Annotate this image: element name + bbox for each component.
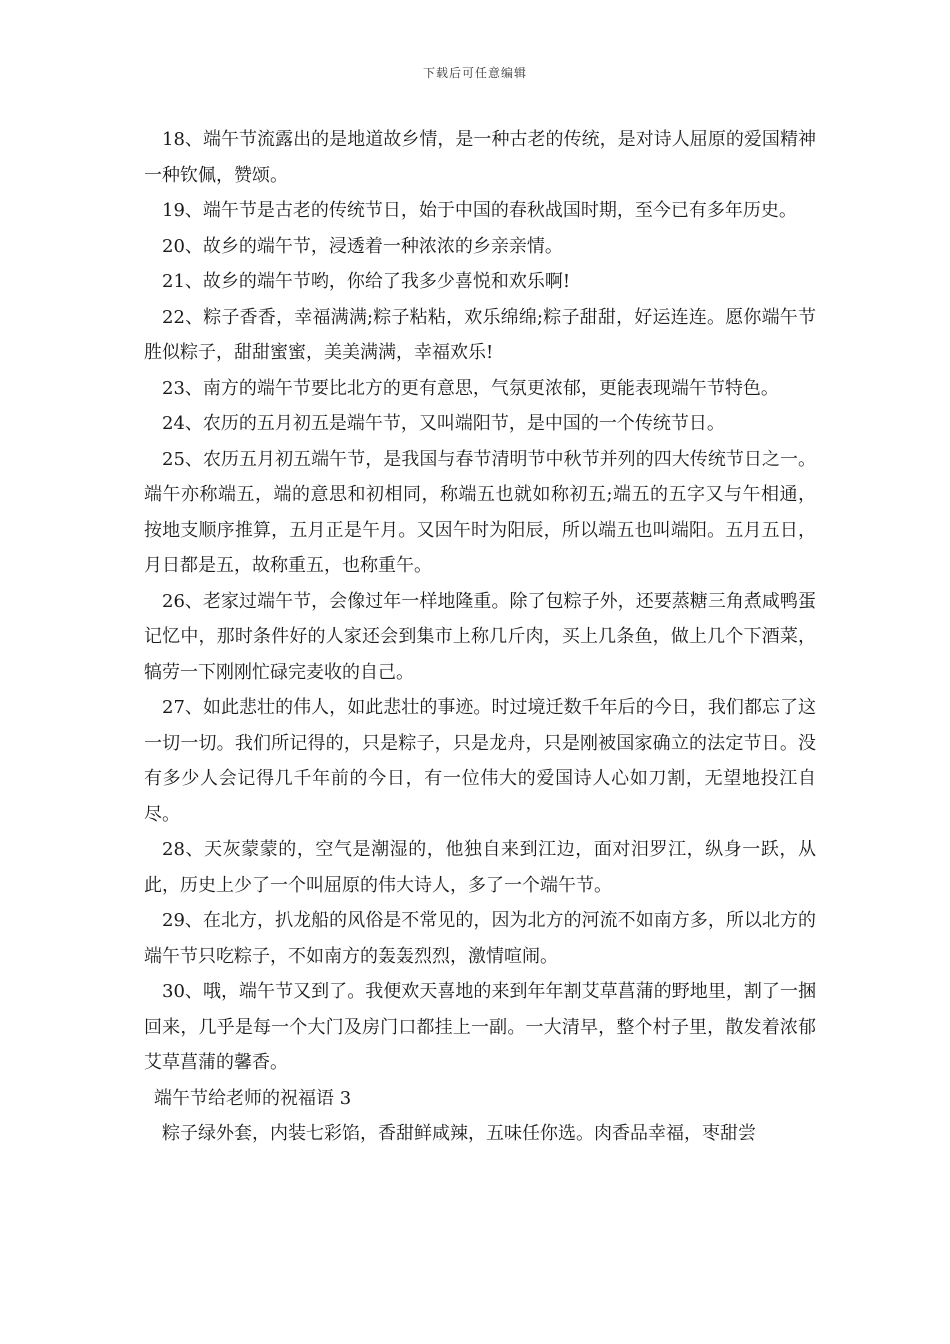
paragraph-21: 21、故乡的端午节哟，你给了我多少喜悦和欢乐啊! bbox=[162, 271, 571, 292]
paragraph-24: 24、农历的五月初五是端午节，又叫端阳节，是中国的一个传统节日。 bbox=[162, 413, 725, 434]
paragraph-25: 25、农历五月初五端午节，是我国与春节清明节中秋节并列的四大传统节日之一。端午亦称端五，端的意思和初相同，称端五也就如称初五;端五的五字又与午相通，按地支顺序推算，五月正是午月。又因午时为阳辰，所以端五也叫端阳。五月五日，月日都是五，故称重五，也称重午。 bbox=[144, 448, 816, 576]
paragraph-18: 18、端午节流露出的是地道故乡情，是一种古老的传统，是对诗人屈原的爱国精神一种钦佩，赞颂。 bbox=[144, 129, 816, 186]
paragraph-20: 20、故乡的端午节，浸透着一种浓浓的乡亲亲情。 bbox=[162, 235, 563, 257]
paragraph-28: 28、天灰蒙蒙的，空气是潮湿的，他独自来到江边，面对汨罗江，纵身一跃，从此，历史上少了一个叫屈原的伟大诗人，多了一个端午节。 bbox=[144, 839, 816, 896]
section-heading: 端午节给老师的祝福语 3 bbox=[154, 1087, 352, 1109]
document-body bbox=[144, 122, 816, 1152]
paragraph-30: 30、哦，端午节又到了。我便欢天喜地的来到年年割艾草菖蒲的野地里，割了一捆回来，几乎是每一个大门及房门口都挂上一副。一大清早，整个村子里，散发着浓郁艾草菖蒲的馨香。 bbox=[144, 981, 816, 1073]
page-header: 下载后可任意编辑 bbox=[422, 66, 527, 80]
paragraph-26: 26、老家过端午节，会像过年一样地隆重。除了包粽子外，还要蒸糖三角煮咸鸭蛋 记忆中，那时条件好的人家还会到集市上称几斤肉，买上几条鱼，做上几个下酒菜，犒劳一下刚刚忙碌完麦收的自己。 bbox=[144, 590, 816, 683]
paragraph-22: 22、粽子香香，幸福满满;粽子粘粘，欢乐绵绵;粽子甜甜，好运连连。愿你端午节胜似粽子，甜甜蜜蜜，美美满满，幸福欢乐! bbox=[144, 306, 816, 363]
paragraph-27: 27、如此悲壮的伟人，如此悲壮的事迹。时过境迁数千年后的今日，我们都忘了这一切一切。我们所记得的，只是粽子，只是龙舟，只是刚被国家确立的法定节日。没有多少人会记得几千年前的今日，有一位伟大的爱国诗人心如刀割，无望地投江自尽。 bbox=[144, 697, 816, 825]
paragraph-19: 19、端午节是古老的传统节日，始于中国的春秋战国时期，至今已有多年历史。 bbox=[162, 200, 797, 221]
paragraph-23: 23、南方的端午节要比北方的更有意思，气氛更浓郁，更能表现端午节特色。 bbox=[162, 377, 779, 399]
paragraph-blessing: 粽子绿外套，内装七彩馅，香甜鲜咸辣，五味任你选。肉香品幸福，枣甜尝 bbox=[162, 1123, 756, 1144]
paragraph-29: 29、在北方，扒龙船的风俗是不常见的，因为北方的河流不如南方多，所以北方的端午节只吃粽子，不如南方的轰轰烈烈，激情喧闹。 bbox=[144, 910, 816, 967]
